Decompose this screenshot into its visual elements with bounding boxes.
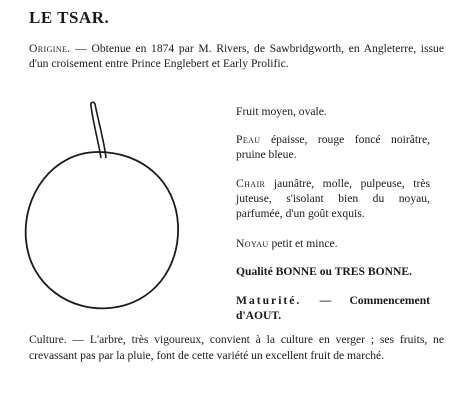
page-title: LE TSAR. <box>29 8 110 27</box>
culture-text: — L'arbre, très vigoureux, convient à la culture en verger ; ses fruits, ne crevassant pas par la pluie, font de cette variété un excellent fruit de marché. <box>29 333 444 362</box>
peau-label: Peau <box>236 133 261 146</box>
peau-description <box>236 132 430 162</box>
chair-label: Chair <box>236 177 266 190</box>
origin-text: — Obtenue en 1874 par M. Rivers, de Sawbridgworth, en Angleterre, issue d'un croisement entre Prince Englebert et Early Prolific. <box>29 42 444 70</box>
noyau-text: petit et mince. <box>268 237 338 250</box>
fruit-description: Fruit moyen, ovale. <box>236 105 327 118</box>
culture-paragraph <box>29 332 444 363</box>
maturite-line <box>236 293 430 323</box>
noyau-description <box>236 236 430 251</box>
peau-text: épaisse, rouge foncé noirâtre, pruine bleue. <box>236 133 430 161</box>
qualite-line: Qualité BONNE ou TRES BONNE. <box>236 265 412 278</box>
origin-paragraph <box>29 42 444 71</box>
chair-description <box>236 176 430 221</box>
origin-label: Origine. <box>29 42 71 55</box>
maturite-label: Maturité. <box>236 294 302 307</box>
chair-text: jaunâtre, molle, pulpeuse, très juteuse, s'isolant bien du noyau, parfumée, d'un goût exquis. <box>236 177 430 220</box>
plum-illustration-icon <box>18 100 188 315</box>
maturite-text: — Commencement d'AOUT. <box>236 294 430 322</box>
noyau-label: Noyau <box>236 237 269 250</box>
culture-label: Culture. <box>29 333 67 346</box>
